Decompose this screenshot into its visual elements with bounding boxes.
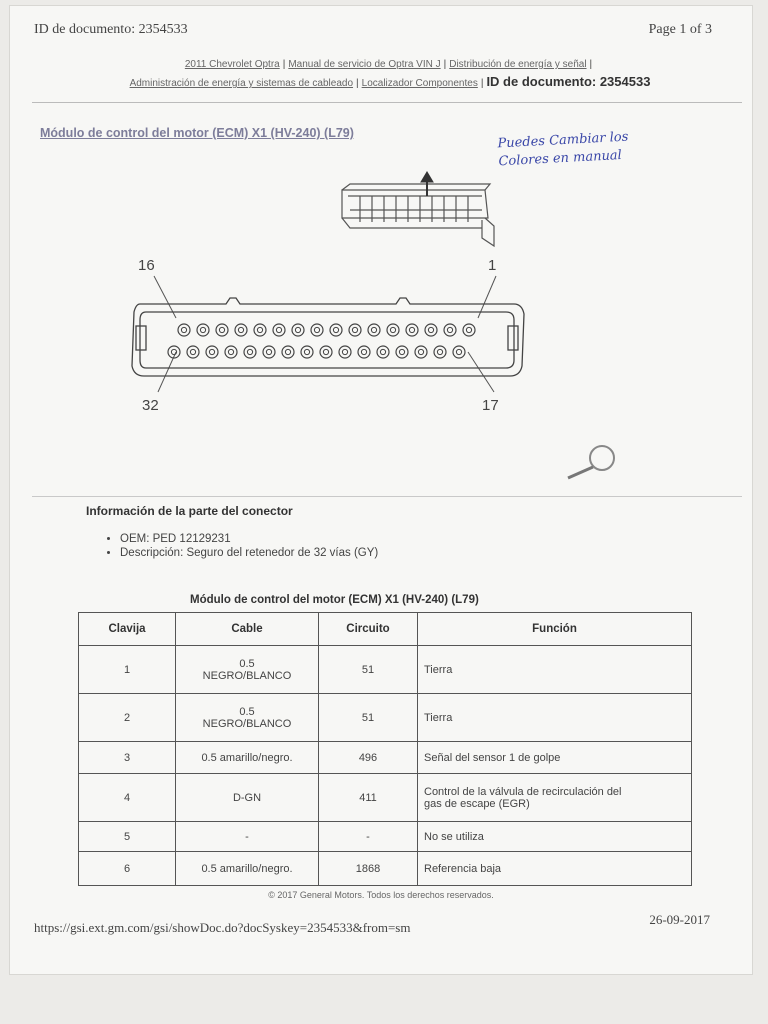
cell-wire: 0.5 amarillo/negro. — [176, 852, 319, 886]
pin-hole — [387, 324, 399, 336]
pin-hole — [254, 324, 266, 336]
cell-pin: 6 — [79, 852, 176, 886]
footer-copyright: © 2017 General Motors. Todos los derechos reservados. — [268, 890, 494, 900]
pin-label-1: 1 — [488, 257, 497, 274]
pin-hole-inner — [304, 349, 309, 354]
pin-hole — [206, 346, 218, 358]
handwritten-note-line-2: Colores en manual — [498, 147, 623, 170]
pin-hole — [197, 324, 209, 336]
pin-hole — [434, 346, 446, 358]
pin-hole-inner — [314, 327, 319, 332]
pin-hole-inner — [228, 349, 233, 354]
header-divider — [32, 102, 742, 103]
cell-function: No se utiliza — [418, 822, 692, 852]
pin-label-32: 32 — [142, 397, 159, 414]
pin-row-top — [178, 324, 475, 336]
cell-function: Tierra — [418, 694, 692, 742]
breadcrumb-link-component-locator[interactable]: Localizador Componentes — [361, 78, 478, 89]
cell-function-line-2: gas de escape (EGR) — [424, 797, 530, 810]
table-row — [79, 694, 692, 742]
cell-pin: 1 — [79, 646, 176, 694]
connector-info-list — [106, 532, 378, 560]
pin-hole-inner — [219, 327, 224, 332]
connector-face — [132, 298, 524, 376]
table-row — [79, 742, 692, 774]
pin-table — [78, 612, 692, 886]
cell-wire — [176, 694, 319, 742]
cell-wire-color: NEGRO/BLANCO — [202, 717, 292, 730]
breadcrumb-link-manual[interactable]: Manual de servicio de Optra VIN J — [288, 59, 441, 70]
pin-hole — [339, 346, 351, 358]
pin-hole — [396, 346, 408, 358]
pin-hole — [377, 346, 389, 358]
pin-hole-inner — [428, 327, 433, 332]
cell-function — [418, 774, 692, 822]
cell-wire: - — [176, 822, 319, 852]
connector-info-description: • Descripción: Seguro del retenedor de 32 vías (GY) — [120, 546, 378, 560]
footer-url[interactable]: https://gsi.ext.gm.com/gsi/showDoc.do?docSyskey=2354533&from=sm — [34, 920, 411, 935]
breadcrumb-link-power-management[interactable]: Administración de energía y sistemas de cableado — [129, 78, 354, 89]
pin-table-title: Módulo de control del motor (ECM) X1 (HV-240) (L79) — [190, 594, 479, 606]
pin-hole-inner — [333, 327, 338, 332]
pin-hole-inner — [371, 327, 376, 332]
cell-circuit: 411 — [319, 774, 418, 822]
pin-hole-inner — [399, 349, 404, 354]
handwritten-note — [497, 129, 630, 172]
cell-pin: 4 — [79, 774, 176, 822]
pin-hole — [444, 324, 456, 336]
breadcrumb-doc-id: ID de documento: 2354533 — [486, 74, 651, 89]
pin-hole-inner — [209, 349, 214, 354]
leader-line-17 — [468, 352, 494, 392]
cell-wire-gauge: 0.5 — [239, 705, 255, 718]
connector-perspective-icon — [342, 184, 494, 246]
header-page-number: Page 1 of 3 — [648, 22, 712, 37]
pin-label-16: 16 — [138, 257, 155, 274]
column-header-function: Función — [418, 613, 692, 646]
pin-hole — [263, 346, 275, 358]
pin-hole-inner — [190, 349, 195, 354]
cell-pin: 5 — [79, 822, 176, 852]
pin-hole — [187, 346, 199, 358]
magnifier-icon — [562, 442, 622, 486]
pin-hole-inner — [418, 349, 423, 354]
pin-hole-inner — [200, 327, 205, 332]
pin-hole-inner — [238, 327, 243, 332]
pin-table-header-row — [79, 613, 692, 646]
pin-hole — [349, 324, 361, 336]
pin-hole — [216, 324, 228, 336]
pin-hole — [453, 346, 465, 358]
pin-hole-inner — [361, 349, 366, 354]
column-header-wire: Cable — [176, 613, 319, 646]
connector-info-title: Información de la parte del conector — [86, 504, 293, 518]
pin-hole — [358, 346, 370, 358]
pin-hole-inner — [447, 327, 452, 332]
connector-diagram — [110, 166, 570, 426]
cell-function: Señal del sensor 1 de golpe — [418, 742, 692, 774]
table-row — [79, 822, 692, 852]
cell-wire-color: NEGRO/BLANCO — [202, 669, 292, 682]
cell-circuit: 51 — [319, 694, 418, 742]
pin-hole — [330, 324, 342, 336]
column-header-circuit: Circuito — [319, 613, 418, 646]
handwritten-note-line-1: Puedes Cambiar los — [497, 129, 629, 152]
pin-hole — [311, 324, 323, 336]
section-title[interactable]: Módulo de control del motor (ECM) X1 (HV-240) (L79) — [40, 126, 354, 140]
pin-hole-inner — [409, 327, 414, 332]
pin-hole-inner — [276, 327, 281, 332]
cell-wire: D-GN — [176, 774, 319, 822]
column-header-pin: Clavija — [79, 613, 176, 646]
pin-hole-inner — [380, 349, 385, 354]
cell-circuit: 51 — [319, 646, 418, 694]
pin-hole — [292, 324, 304, 336]
breadcrumb-link-vehicle[interactable]: 2011 Chevrolet Optra — [184, 59, 280, 70]
pin-hole-inner — [352, 327, 357, 332]
pin-hole-inner — [266, 349, 271, 354]
cell-circuit: - — [319, 822, 418, 852]
pin-hole — [320, 346, 332, 358]
pin-hole — [415, 346, 427, 358]
pin-hole-inner — [323, 349, 328, 354]
pin-hole-inner — [295, 327, 300, 332]
section-divider — [32, 496, 742, 497]
pin-hole — [178, 324, 190, 336]
cell-circuit: 1868 — [319, 852, 418, 886]
cell-pin: 3 — [79, 742, 176, 774]
table-row — [79, 774, 692, 822]
pin-hole — [425, 324, 437, 336]
connector-info-oem: • OEM: PED 12129231 — [120, 532, 378, 546]
pin-hole — [463, 324, 475, 336]
pin-hole-inner — [342, 349, 347, 354]
cell-wire: 0.5 amarillo/negro. — [176, 742, 319, 774]
pin-hole — [301, 346, 313, 358]
cell-wire — [176, 646, 319, 694]
pin-hole — [368, 324, 380, 336]
pin-row-bottom — [168, 346, 465, 358]
table-row — [79, 646, 692, 694]
breadcrumb-link-distribution[interactable]: Distribución de energía y señal — [449, 59, 587, 70]
pin-label-17: 17 — [482, 397, 499, 414]
pin-hole-inner — [285, 349, 290, 354]
pin-hole-inner — [466, 327, 471, 332]
cell-function: Tierra — [418, 646, 692, 694]
pin-hole — [235, 324, 247, 336]
pin-hole-inner — [181, 327, 186, 332]
document-page — [10, 6, 752, 974]
cell-pin: 2 — [79, 694, 176, 742]
cell-circuit: 496 — [319, 742, 418, 774]
breadcrumb: 2011 Chevrolet Optra | Manual de servicio de Optra VIN J | Distribución de energía y señal | Administración de energía y sistemas de cableado | Localizador Componentes | ID de documento: 2354533 — [129, 59, 651, 89]
pin-hole-inner — [247, 349, 252, 354]
footer-date: 26-09-2017 — [649, 912, 710, 927]
cell-function: Referencia baja — [418, 852, 692, 886]
header-doc-id: ID de documento: 2354533 — [34, 22, 188, 37]
pin-hole-inner — [257, 327, 262, 332]
pin-hole — [225, 346, 237, 358]
pin-hole — [282, 346, 294, 358]
pin-hole-inner — [456, 349, 461, 354]
pin-hole-inner — [437, 349, 442, 354]
pin-hole-inner — [390, 327, 395, 332]
pin-hole — [244, 346, 256, 358]
pin-hole — [273, 324, 285, 336]
table-row — [79, 852, 692, 886]
pin-hole — [406, 324, 418, 336]
cell-function-line-1: Control de la válvula de recirculación del — [424, 785, 622, 798]
cell-wire-gauge: 0.5 — [239, 657, 255, 670]
